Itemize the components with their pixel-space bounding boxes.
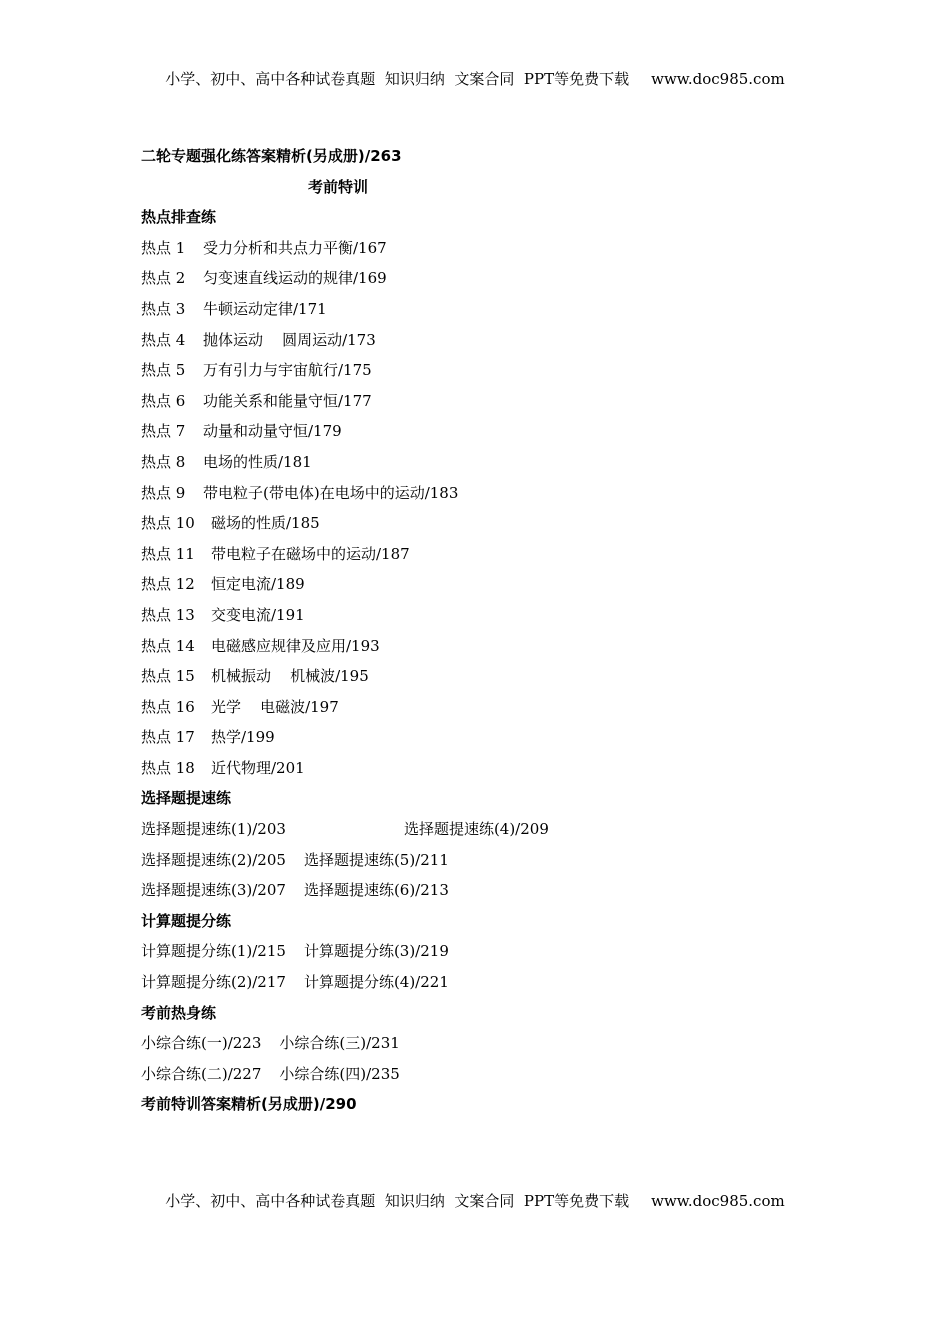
warmup-row bbox=[141, 1028, 841, 1059]
choice-entry: 选择题提速练(3)/207 bbox=[141, 881, 286, 900]
choice-entry: 选择题提速练(2)/205 bbox=[141, 850, 286, 869]
hot-item bbox=[141, 569, 841, 600]
warmup-heading: 考前热身练 bbox=[141, 1003, 217, 1022]
hot-item-title: 近代物理/201 bbox=[211, 758, 305, 777]
choice-entry: 选择题提速练(6)/213 bbox=[303, 881, 449, 900]
hot-item-number: 热点 13 bbox=[141, 605, 195, 624]
warmup-entry: 小综合练(四)/235 bbox=[279, 1064, 400, 1083]
hot-item bbox=[141, 692, 841, 723]
hot-item-number: 热点 1 bbox=[141, 238, 186, 257]
final-answers-line: 考前特训答案精析(另成册)/290 bbox=[141, 1095, 357, 1114]
calc-entry: 计算题提分练(3)/219 bbox=[303, 942, 449, 961]
choice-row bbox=[141, 875, 841, 906]
hot-item bbox=[141, 263, 841, 294]
hot-item bbox=[141, 386, 841, 417]
hot-item-number: 热点 14 bbox=[141, 636, 195, 655]
calc-heading: 计算题提分练 bbox=[141, 911, 232, 930]
table-of-contents bbox=[141, 141, 841, 1120]
hot-item-number: 热点 8 bbox=[141, 452, 186, 471]
hot-heading: 热点排查练 bbox=[141, 208, 217, 227]
hot-item-title: 万有引力与宇宙航行/175 bbox=[203, 361, 372, 380]
hot-item-title: 受力分析和共点力平衡/167 bbox=[203, 238, 387, 257]
hot-item-number: 热点 6 bbox=[141, 391, 186, 410]
hot-item-number: 热点 7 bbox=[141, 422, 186, 441]
hot-item-title: 动量和动量守恒/179 bbox=[203, 422, 342, 441]
hot-item-title: 功能关系和能量守恒/177 bbox=[203, 391, 372, 410]
hot-item-title: 抛体运动 圆周运动/173 bbox=[203, 330, 376, 349]
hot-item-title: 牛顿运动定律/171 bbox=[203, 299, 327, 318]
hot-item-number: 热点 5 bbox=[141, 361, 186, 380]
hot-item bbox=[141, 447, 841, 478]
warmup-entry: 小综合练(二)/227 bbox=[141, 1064, 262, 1083]
choice-entry: 选择题提速练(4)/209 bbox=[403, 820, 549, 839]
hot-item-number: 热点 18 bbox=[141, 758, 195, 777]
hot-item-title: 热学/199 bbox=[211, 728, 275, 747]
hot-item bbox=[141, 753, 841, 784]
hot-item bbox=[141, 661, 841, 692]
calc-entry: 计算题提分练(2)/217 bbox=[141, 973, 286, 992]
hot-item bbox=[141, 631, 841, 662]
calc-row bbox=[141, 936, 841, 967]
hot-item-number: 热点 4 bbox=[141, 330, 186, 349]
hot-item-number: 热点 12 bbox=[141, 575, 195, 594]
hot-item-title: 恒定电流/189 bbox=[211, 575, 305, 594]
warmup-row bbox=[141, 1059, 841, 1090]
hot-item bbox=[141, 355, 841, 386]
hot-item bbox=[141, 294, 841, 325]
answers-line: 二轮专题强化练答案精析(另成册)/263 bbox=[141, 147, 402, 165]
page-footer bbox=[0, 1190, 950, 1211]
hot-item-number: 热点 11 bbox=[141, 544, 195, 563]
hot-item-title: 电场的性质/181 bbox=[203, 452, 312, 471]
hot-item bbox=[141, 416, 841, 447]
hot-item-title: 电磁感应规律及应用/193 bbox=[211, 636, 380, 655]
choice-heading: 选择题提速练 bbox=[141, 789, 232, 808]
hot-item bbox=[141, 233, 841, 264]
hot-item bbox=[141, 539, 841, 570]
choice-row bbox=[141, 814, 841, 845]
hot-item-title: 磁场的性质/185 bbox=[211, 514, 320, 533]
hot-item-number: 热点 3 bbox=[141, 299, 186, 318]
hot-item-number: 热点 15 bbox=[141, 667, 195, 686]
hot-item-title: 机械振动 机械波/195 bbox=[211, 667, 369, 686]
choice-entry: 选择题提速练(5)/211 bbox=[303, 850, 449, 869]
calc-entry: 计算题提分练(4)/221 bbox=[303, 973, 449, 992]
hot-item bbox=[141, 600, 841, 631]
hot-item-title: 带电粒子(带电体)在电场中的运动/183 bbox=[203, 483, 459, 502]
choice-row bbox=[141, 845, 841, 876]
hot-item-number: 热点 10 bbox=[141, 514, 195, 533]
calc-entry: 计算题提分练(1)/215 bbox=[141, 942, 286, 961]
hot-item-number: 热点 9 bbox=[141, 483, 186, 502]
hot-item bbox=[141, 508, 841, 539]
hot-item bbox=[141, 722, 841, 753]
warmup-entry: 小综合练(一)/223 bbox=[141, 1034, 262, 1053]
warmup-entry: 小综合练(三)/231 bbox=[279, 1034, 400, 1053]
hot-item-title: 带电粒子在磁场中的运动/187 bbox=[211, 544, 410, 563]
footer-site: www.doc985.com bbox=[651, 1192, 785, 1210]
hot-item bbox=[141, 478, 841, 509]
hot-item-title: 匀变速直线运动的规律/169 bbox=[203, 269, 387, 288]
hot-item-number: 热点 16 bbox=[141, 697, 195, 716]
hot-item-title: 交变电流/191 bbox=[211, 605, 305, 624]
header-site: www.doc985.com bbox=[651, 70, 785, 88]
footer-text: 小学、初中、高中各种试卷真题 知识归纳 文案合同 PPT等免费下载 bbox=[165, 1192, 630, 1210]
section-title: 考前特训 bbox=[308, 177, 369, 196]
header-text: 小学、初中、高中各种试卷真题 知识归纳 文案合同 PPT等免费下载 bbox=[165, 70, 630, 88]
hot-item-title: 光学 电磁波/197 bbox=[211, 697, 339, 716]
calc-row bbox=[141, 967, 841, 998]
hot-item bbox=[141, 325, 841, 356]
choice-entry: 选择题提速练(1)/203 bbox=[141, 820, 286, 839]
hot-item-number: 热点 17 bbox=[141, 728, 195, 747]
hot-item-number: 热点 2 bbox=[141, 269, 186, 288]
page-header bbox=[0, 68, 950, 89]
